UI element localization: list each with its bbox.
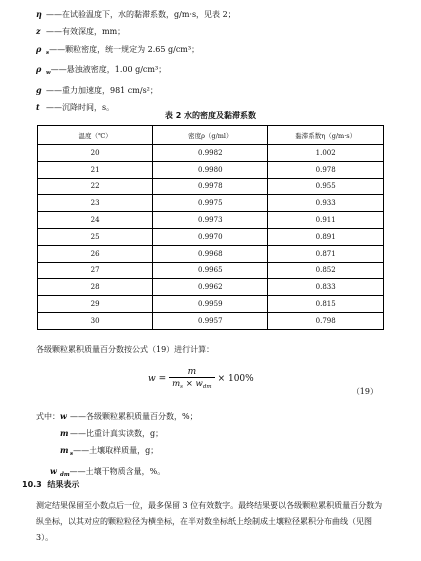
- table-cell: 26: [38, 245, 153, 262]
- symbol: ρ: [36, 64, 42, 75]
- table-cell: 0.9957: [153, 312, 268, 329]
- table-cell: 0.871: [268, 245, 384, 262]
- definition-text: ——有效深度，mm；: [46, 27, 126, 37]
- formula-intro: 各级颗粒累积质量百分数按公式（19）进行计算：: [36, 345, 215, 354]
- symbol: t: [36, 102, 40, 113]
- denominator-middle: × w: [183, 379, 203, 389]
- symbol-subscript: w: [46, 70, 51, 77]
- definition-text: ——比重计真实读数，g；: [70, 429, 164, 438]
- where-item-ms: [36, 442, 198, 463]
- definition-text: ——土壤干物质含量，%。: [69, 467, 166, 476]
- table-cell: 0.815: [268, 296, 384, 313]
- table-cell: 0.891: [268, 228, 384, 245]
- table-cell: 0.911: [268, 212, 384, 229]
- definition-rho-s: [36, 41, 236, 61]
- table-cell: 0.9968: [153, 245, 268, 262]
- table-row: [38, 296, 384, 313]
- symbol-subscript: s: [70, 451, 74, 457]
- table-cell: 0.9980: [153, 161, 268, 178]
- where-item-w: [36, 408, 198, 425]
- table-header-row: [38, 126, 384, 145]
- table-row: [38, 212, 384, 229]
- symbol: g: [36, 84, 42, 95]
- table-cell: 29: [38, 296, 153, 313]
- table-cell: 0.852: [268, 262, 384, 279]
- definition-text: ——沉降时间，s。: [46, 103, 115, 113]
- denominator-subscript: s: [180, 384, 183, 390]
- symbol: z: [36, 26, 41, 37]
- water-properties-table: [37, 125, 384, 330]
- equation-number: （19）: [351, 387, 378, 396]
- table-cell: 0.9982: [153, 145, 268, 162]
- table-cell: 0.9970: [153, 228, 268, 245]
- table-cell: 0.9962: [153, 279, 268, 296]
- table-cell: 24: [38, 212, 153, 229]
- column-header-density: 密度ρ（g/ml）: [153, 126, 268, 145]
- table-cell: 0.955: [268, 178, 384, 195]
- definition-text: ——重力加速度，981 cm/s²；: [46, 85, 158, 95]
- definition-text: ——颗粒密度，统一规定为 2.65 g/cm³；: [49, 44, 200, 54]
- formula-fraction: [169, 367, 214, 390]
- section-number: 10.3: [22, 480, 42, 489]
- definition-eta: [36, 6, 236, 23]
- table-cell: 28: [38, 279, 153, 296]
- symbol-subscript: s: [46, 49, 50, 56]
- table-row: [38, 228, 384, 245]
- column-header-temperature: 温度（℃）: [38, 126, 153, 145]
- table-row: [38, 161, 384, 178]
- table-row: [38, 279, 384, 296]
- definition-text: ——悬浊液密度，1.00 g/cm³；: [50, 65, 167, 75]
- table-cell: 21: [38, 161, 153, 178]
- formula-numerator: m: [187, 367, 197, 377]
- table-cell: 0.833: [268, 279, 384, 296]
- table-cell: 0.9978: [153, 178, 268, 195]
- definition-text: ——在试验温度下，水的黏滞系数，g/m·s，见表 2；: [46, 10, 236, 19]
- symbol-subscript: dm: [60, 472, 70, 478]
- table-cell: 0.9973: [153, 212, 268, 229]
- definition-z: [36, 23, 236, 40]
- where-lead: 式中：: [36, 412, 60, 421]
- definition-text: ——土壤取样质量，g；: [73, 446, 159, 455]
- table-cell: 27: [38, 262, 153, 279]
- section-heading: [22, 479, 79, 490]
- variable-definitions: [36, 6, 236, 116]
- table-cell: 0.9959: [153, 296, 268, 313]
- symbol: ρ: [36, 43, 42, 54]
- table-cell: 22: [38, 178, 153, 195]
- table-cell: 30: [38, 312, 153, 329]
- where-item-m: [36, 425, 198, 442]
- table-cell: 20: [38, 145, 153, 162]
- definition-g: [36, 82, 236, 99]
- symbol: w: [60, 411, 67, 421]
- formula-rhs: × 100%: [217, 373, 254, 384]
- symbol: m: [60, 445, 69, 455]
- symbol: w: [50, 466, 57, 476]
- table-row: [38, 312, 384, 329]
- table-row: [38, 145, 384, 162]
- definition-text: ——各级颗粒累积质量百分数，%；: [70, 412, 198, 421]
- table-row: [38, 178, 384, 195]
- formula-variable-list: [36, 408, 198, 484]
- table-caption: 表 2 水的密度及黏滞系数: [164, 111, 257, 120]
- section-title: 结果表示: [47, 480, 80, 489]
- table-cell: 25: [38, 228, 153, 245]
- table-cell: 0.978: [268, 161, 384, 178]
- table-cell: 1.002: [268, 145, 384, 162]
- symbol: η: [36, 9, 42, 19]
- table-row: [38, 195, 384, 212]
- formula-denominator: [169, 377, 214, 390]
- table-cell: 0.933: [268, 195, 384, 212]
- table-cell: 0.798: [268, 312, 384, 329]
- formula-lhs: w =: [148, 373, 167, 384]
- formula-19: [148, 367, 254, 390]
- table-row: [38, 245, 384, 262]
- denominator-subscript: dm: [202, 384, 212, 390]
- definition-rho-w: [36, 61, 236, 81]
- table-row: [38, 262, 384, 279]
- denominator-symbol: m: [172, 379, 181, 389]
- result-paragraph: 测定结果保留至小数点后一位，最多保留 3 位有效数字。最终结果要以各级颗粒累积质量百分数为纵坐标，以其对应的颗粒粒径为横坐标，在半对数坐标纸上绘制成土壤粒径累积分布曲线（见图 3）。: [36, 501, 383, 542]
- table-cell: 23: [38, 195, 153, 212]
- table-cell: 0.9975: [153, 195, 268, 212]
- column-header-viscosity: 黏滞系数η（g/m·s）: [268, 126, 384, 145]
- symbol: m: [60, 428, 69, 438]
- table-cell: 0.9965: [153, 262, 268, 279]
